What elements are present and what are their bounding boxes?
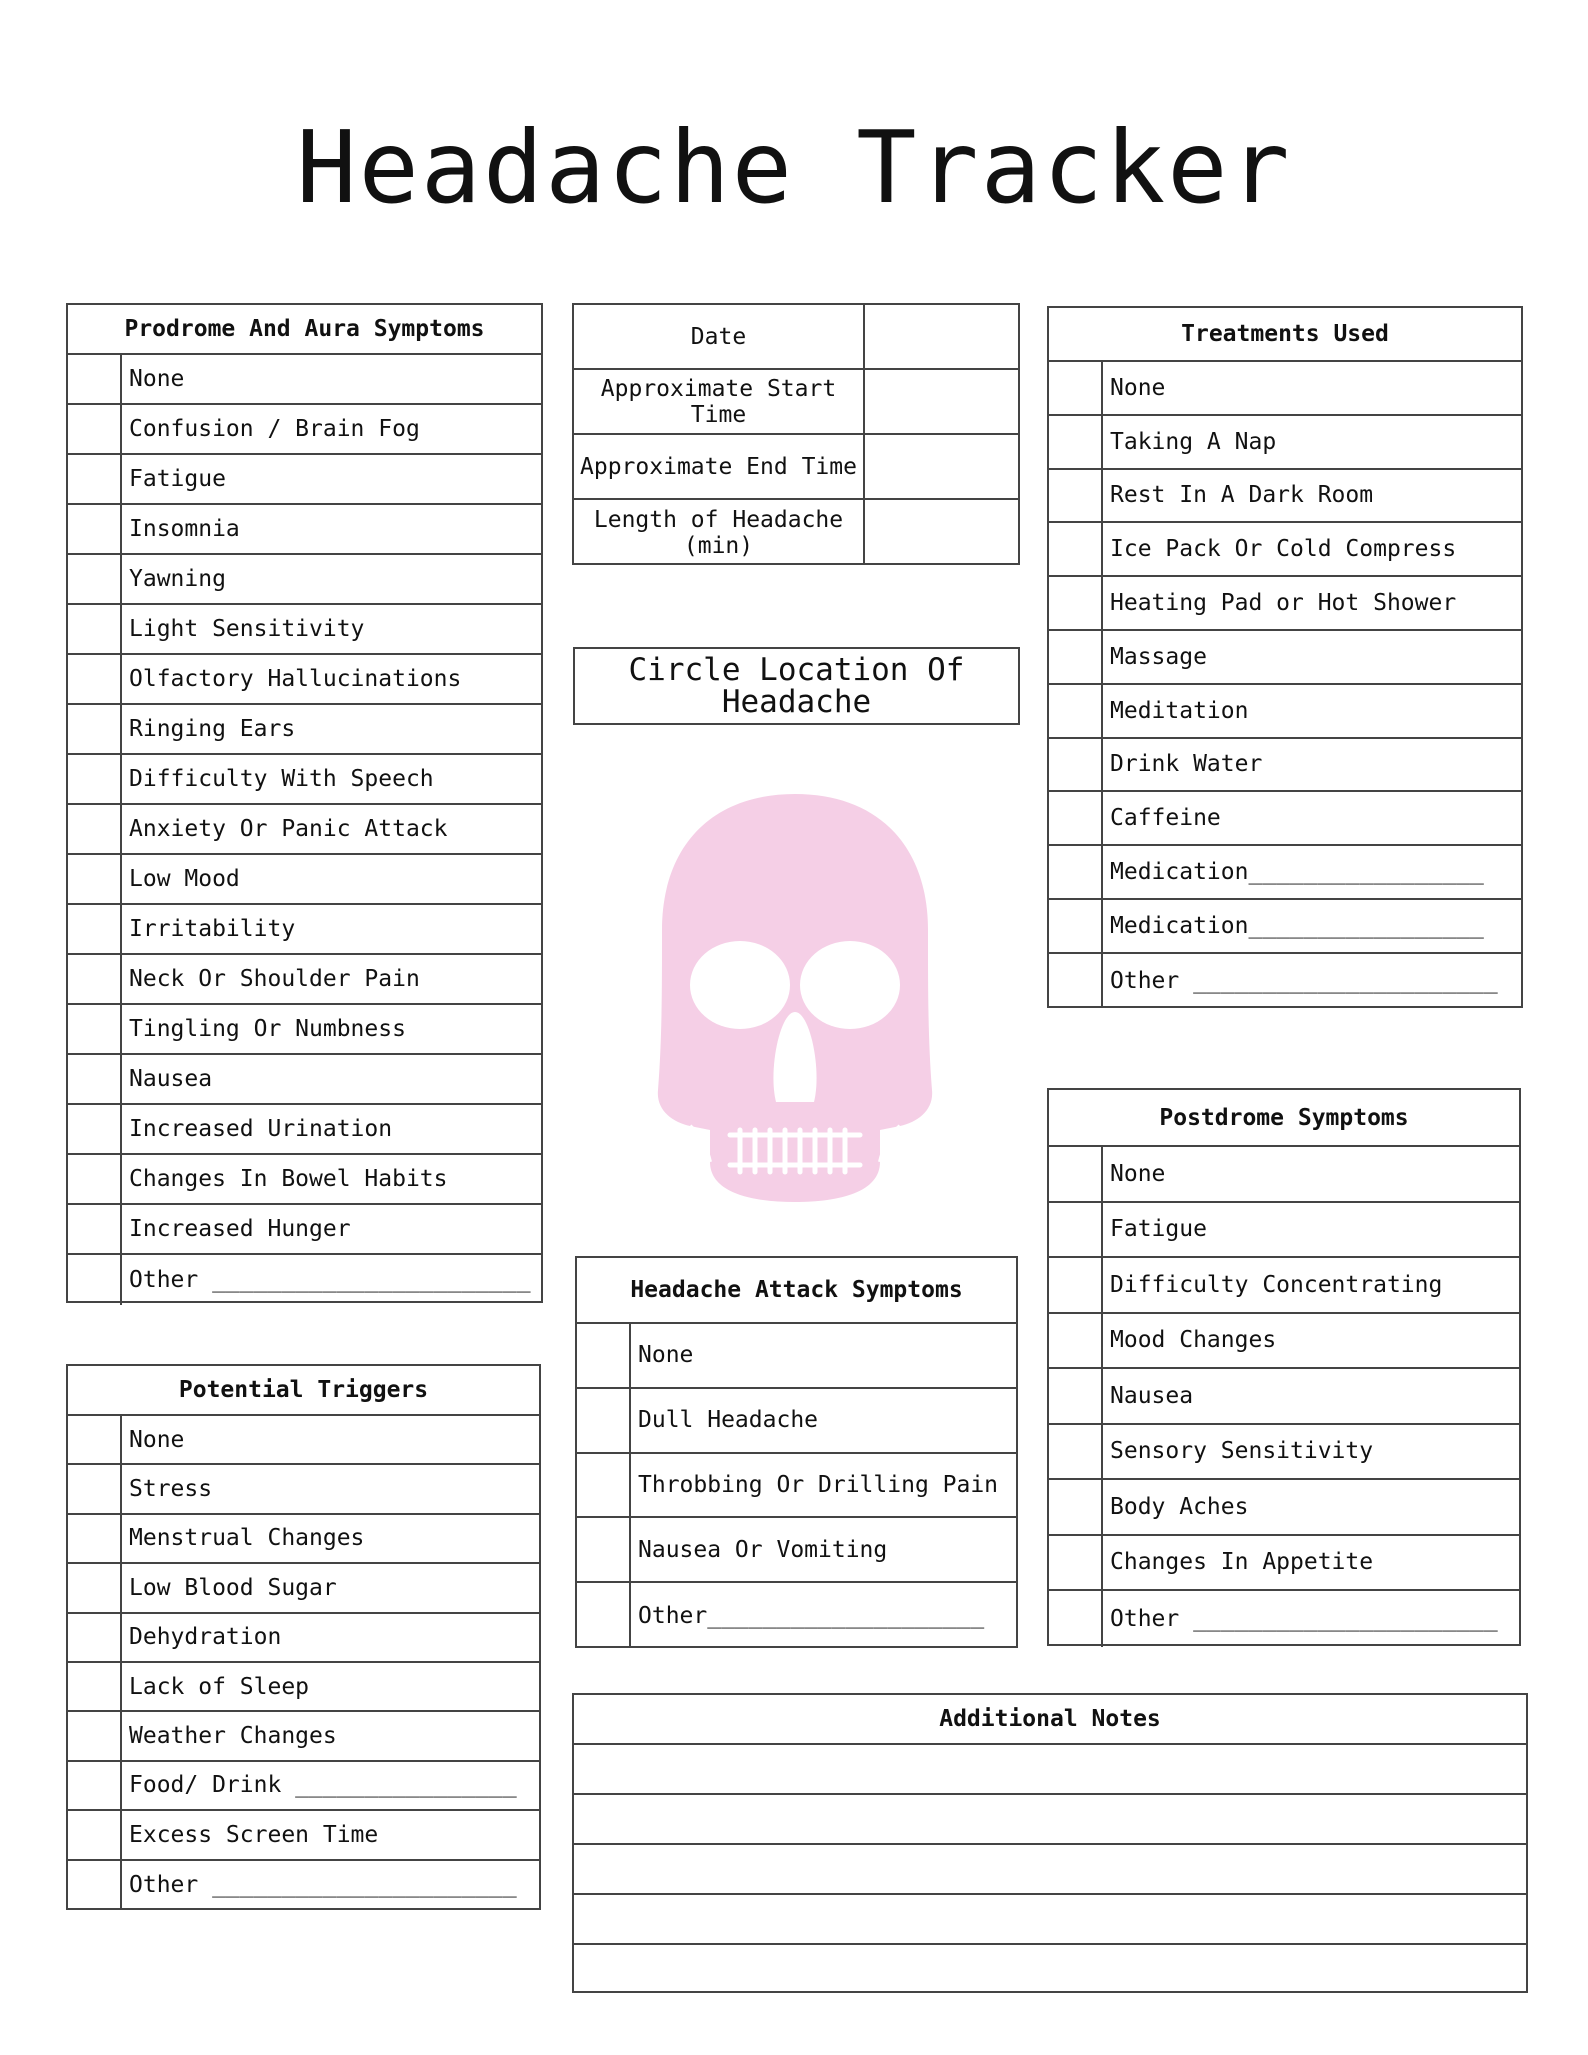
prodrome-item-label: Yawning [129,566,226,592]
end-time-field[interactable] [865,435,1018,498]
prodrome-item [68,1205,541,1255]
checkbox[interactable] [68,1205,122,1253]
checkbox[interactable] [68,355,122,403]
note-line[interactable] [574,1745,1526,1795]
checkbox[interactable] [68,1614,122,1661]
checkbox[interactable] [68,755,122,803]
prodrome-item [68,1155,541,1205]
treatment-item [1049,954,1521,1008]
date-field[interactable] [865,305,1018,368]
prodrome-item [68,655,541,705]
trigger-item-label: None [129,1426,185,1453]
checkbox[interactable] [1049,1480,1103,1534]
prodrome-item-label: Insomnia [129,516,240,542]
checkbox[interactable] [577,1583,631,1648]
postdrome-item [1049,1536,1519,1592]
prodrome-header: Prodrome And Aura Symptoms [68,305,541,355]
checkbox[interactable] [1049,900,1103,952]
prodrome-item-label: Tingling Or Numbness [129,1016,406,1042]
checkbox[interactable] [68,1465,122,1512]
attack-item-label: Throbbing Or Drilling Pain [638,1471,999,1498]
postdrome-item-label: Body Aches [1110,1493,1249,1520]
treatment-item [1049,792,1521,846]
trigger-item [68,1465,539,1514]
treatment-item-label: Massage [1110,643,1207,670]
prodrome-aura-table [66,303,543,1303]
checkbox[interactable] [68,1055,122,1103]
postdrome-item-label: Difficulty Concentrating [1110,1271,1443,1298]
checkbox[interactable] [1049,1369,1103,1423]
checkbox[interactable] [68,1255,122,1305]
checkbox[interactable] [1049,792,1103,844]
treatment-item-label: Heating Pad or Hot Shower [1110,590,1457,617]
checkbox[interactable] [577,1518,631,1581]
notes-header: Additional Notes [574,1695,1526,1745]
checkbox[interactable] [1049,1536,1103,1590]
checkbox[interactable] [68,705,122,753]
checkbox[interactable] [68,455,122,503]
trigger-item [68,1663,539,1712]
treatment-item [1049,631,1521,685]
trigger-item [68,1712,539,1761]
prodrome-item [68,1005,541,1055]
attack-item [577,1324,1016,1389]
trigger-item [68,1811,539,1860]
treatment-item-label: Other ______________________ [1110,967,1498,994]
treatment-item-label: Taking A Nap [1110,428,1277,455]
checkbox[interactable] [1049,1591,1103,1647]
prodrome-item-label: Nausea [129,1066,213,1092]
checkbox[interactable] [68,805,122,853]
prodrome-item-label: Irritability [129,916,296,942]
treatments-header: Treatments Used [1049,308,1521,362]
trigger-item-label: Menstrual Changes [129,1525,365,1552]
prodrome-item [68,1255,541,1305]
attack-item [577,1389,1016,1454]
checkbox[interactable] [68,955,122,1003]
prodrome-item-label: Neck Or Shoulder Pain [129,966,420,992]
end-time-label: Approximate End Time [574,435,865,498]
postdrome-item-label: Nausea [1110,1382,1194,1409]
postdrome-item [1049,1147,1519,1203]
trigger-item-label: Food/ Drink ________________ [129,1772,517,1799]
postdrome-item [1049,1425,1519,1481]
treatment-item [1049,523,1521,577]
trigger-item [68,1762,539,1811]
note-line[interactable] [574,1795,1526,1845]
trigger-item [68,1515,539,1564]
checkbox[interactable] [1049,954,1103,1008]
checkbox[interactable] [1049,470,1103,522]
postdrome-item-label: Changes In Appetite [1110,1549,1374,1576]
trigger-item-label: Excess Screen Time [129,1821,379,1848]
treatment-item [1049,577,1521,631]
checkbox[interactable] [1049,846,1103,898]
trigger-item-label: Other ______________________ [129,1872,517,1899]
trigger-item [68,1861,539,1910]
trigger-item-label: Dehydration [129,1624,282,1651]
prodrome-item-label: Changes In Bowel Habits [129,1166,448,1192]
treatment-item-label: None [1110,374,1166,401]
checkbox[interactable] [1049,577,1103,629]
checkbox[interactable] [68,1416,122,1463]
date-label: Date [574,305,865,368]
prodrome-item [68,405,541,455]
start-time-label: Approximate Start Time [574,370,865,433]
checkbox[interactable] [68,1861,122,1910]
postdrome-item-label: Other ______________________ [1110,1605,1498,1632]
potential-triggers-table [66,1364,541,1910]
prodrome-item-label: Ringing Ears [129,716,296,742]
prodrome-item [68,755,541,805]
prodrome-item [68,1055,541,1105]
page-title: Headache Tracker [296,109,1292,226]
postdrome-symptoms-table [1047,1088,1521,1646]
treatment-item [1049,362,1521,416]
checkbox[interactable] [1049,362,1103,414]
postdrome-item [1049,1369,1519,1425]
end-time-row [574,435,1018,500]
treatment-item [1049,470,1521,524]
postdrome-item-label: None [1110,1160,1166,1187]
prodrome-item [68,905,541,955]
checkbox[interactable] [68,505,122,553]
length-field[interactable] [865,500,1018,565]
prodrome-item [68,605,541,655]
length-label: Length of Headache (min) [574,500,865,565]
postdrome-item-label: Fatigue [1110,1216,1207,1243]
prodrome-item-label: Other _______________________ [129,1267,531,1293]
prodrome-item [68,555,541,605]
prodrome-item-label: None [129,366,185,392]
postdrome-item [1049,1591,1519,1647]
checkbox[interactable] [577,1324,631,1387]
checkbox[interactable] [1049,1314,1103,1368]
checkbox[interactable] [68,1515,122,1562]
treatment-item [1049,846,1521,900]
trigger-item-label: Lack of Sleep [129,1673,310,1700]
prodrome-item [68,805,541,855]
attack-item [577,1518,1016,1583]
prodrome-item-label: Olfactory Hallucinations [129,666,462,692]
attack-item [577,1583,1016,1648]
prodrome-item-label: Confusion / Brain Fog [129,416,420,442]
treatment-item [1049,900,1521,954]
note-line[interactable] [574,1845,1526,1895]
attack-item-label: None [638,1342,694,1369]
checkbox[interactable] [1049,1203,1103,1257]
prodrome-item [68,455,541,505]
treatment-item-label: Drink Water [1110,751,1263,778]
checkbox[interactable] [1049,1147,1103,1201]
prodrome-item [68,1105,541,1155]
checkbox[interactable] [68,905,122,953]
checkbox[interactable] [68,1155,122,1203]
prodrome-item [68,705,541,755]
treatment-item [1049,416,1521,470]
trigger-item [68,1614,539,1663]
checkbox[interactable] [1049,523,1103,575]
prodrome-item-label: Increased Hunger [129,1216,351,1242]
trigger-item [68,1416,539,1465]
skull-icon[interactable] [650,790,940,1210]
attack-item [577,1454,1016,1519]
checkbox[interactable] [68,1663,122,1710]
treatment-item-label: Ice Pack Or Cold Compress [1110,536,1457,563]
treatment-item-label: Medication_________________ [1110,912,1484,939]
trigger-item-label: Weather Changes [129,1723,337,1750]
checkbox[interactable] [68,405,122,453]
checkbox[interactable] [68,655,122,703]
checkbox[interactable] [577,1389,631,1452]
checkbox[interactable] [1049,685,1103,737]
trigger-item-label: Low Blood Sugar [129,1574,337,1601]
checkbox[interactable] [68,1105,122,1153]
circle-location-label: Circle Location Of Headache [573,647,1020,725]
prodrome-item [68,955,541,1005]
start-time-field[interactable] [865,370,1018,433]
start-time-row [574,370,1018,435]
checkbox[interactable] [577,1454,631,1517]
postdrome-item [1049,1480,1519,1536]
note-line[interactable] [574,1945,1526,1995]
treatment-item-label: Caffeine [1110,805,1221,832]
attack-item-label: Other____________________ [638,1602,985,1629]
length-row [574,500,1018,565]
prodrome-item-label: Increased Urination [129,1116,393,1142]
checkbox[interactable] [68,1564,122,1611]
trigger-item [68,1564,539,1613]
checkbox[interactable] [1049,739,1103,791]
postdrome-item [1049,1258,1519,1314]
prodrome-item [68,855,541,905]
postdrome-item [1049,1203,1519,1259]
checkbox[interactable] [1049,1425,1103,1479]
postdrome-item-label: Mood Changes [1110,1327,1277,1354]
note-line[interactable] [574,1895,1526,1945]
treatment-item-label: Meditation [1110,697,1249,724]
checkbox[interactable] [1049,631,1103,683]
checkbox[interactable] [1049,1258,1103,1312]
treatment-item-label: Rest In A Dark Room [1110,482,1374,509]
date-time-table [572,303,1020,565]
headache-attack-symptoms-table [575,1256,1018,1648]
treatment-item [1049,685,1521,739]
prodrome-item-label: Fatigue [129,466,226,492]
checkbox[interactable] [68,605,122,653]
treatments-used-table [1047,306,1523,1008]
postdrome-item [1049,1314,1519,1370]
trigger-item-label: Stress [129,1476,213,1503]
attack-item-label: Nausea Or Vomiting [638,1536,888,1563]
checkbox[interactable] [68,1712,122,1759]
postdrome-header: Postdrome Symptoms [1049,1090,1519,1147]
checkbox[interactable] [68,1811,122,1858]
treatment-item [1049,739,1521,793]
prodrome-item [68,355,541,405]
attack-item-label: Dull Headache [638,1407,819,1434]
prodrome-item [68,505,541,555]
postdrome-item-label: Sensory Sensitivity [1110,1438,1374,1465]
prodrome-item-label: Light Sensitivity [129,616,365,642]
prodrome-item-label: Difficulty With Speech [129,766,434,792]
treatment-item-label: Medication_________________ [1110,859,1484,886]
additional-notes-table [572,1693,1528,1993]
prodrome-item-label: Anxiety Or Panic Attack [129,816,448,842]
date-row [574,305,1018,370]
attack-header: Headache Attack Symptoms [577,1258,1016,1324]
checkbox[interactable] [68,1005,122,1053]
checkbox[interactable] [1049,416,1103,468]
triggers-header: Potential Triggers [68,1366,539,1416]
checkbox[interactable] [68,1762,122,1809]
checkbox[interactable] [68,555,122,603]
prodrome-item-label: Low Mood [129,866,240,892]
checkbox[interactable] [68,855,122,903]
